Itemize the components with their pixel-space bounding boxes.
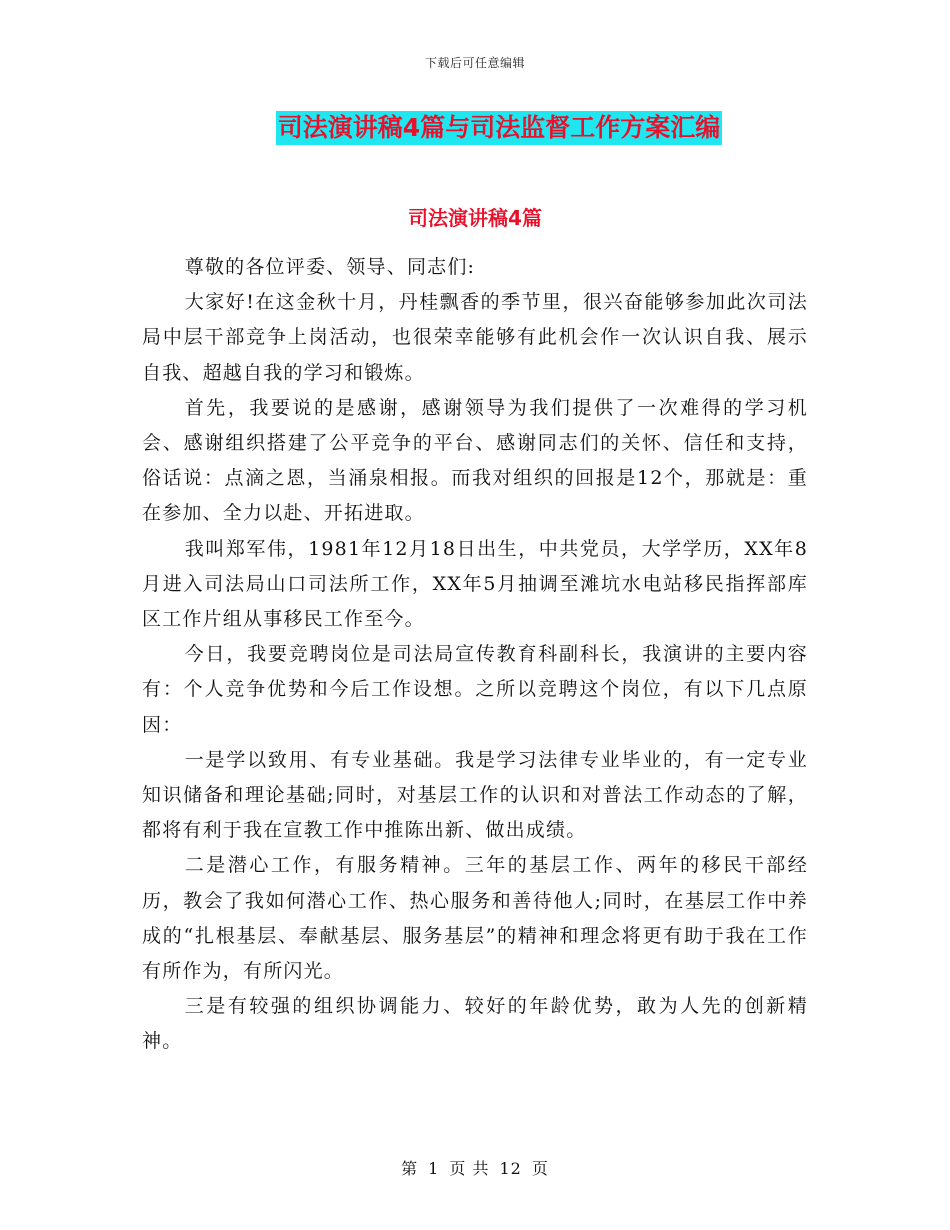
header-note: 下载后可任意编辑: [424, 56, 525, 70]
paragraph-thanks: 首先，我要说的是感谢，感谢领导为我们提供了一次难得的学习机会、感谢组织搭建了公平竞争的平台、感谢同志们的关怀、信任和支持，俗话说：点滴之恩，当涌泉相报。而我对组织的回报是12个，那就是：重在参加、全力以赴、开拓进取。: [142, 396, 808, 525]
body-text: [142, 250, 808, 1060]
section-title: 司法演讲稿4篇: [408, 206, 542, 230]
footer-suffix: 页: [531, 1159, 549, 1178]
paragraph-salutation: 尊敬的各位评委、领导、同志们:: [184, 256, 476, 278]
paragraph-reason-three: 三是有较强的组织协调能力、较好的年龄优势，敢为人先的创新精神。: [142, 995, 808, 1053]
page-number: 1: [428, 1159, 440, 1178]
main-title: 司法演讲稿4篇与司法监督工作方案汇编: [276, 111, 722, 145]
paragraph-position: 今日，我要竞聘岗位是司法局宣传教育科副科长，我演讲的主要内容有：个人竞争优势和今后工作设想。之所以竞聘这个岗位，有以下几点原因：: [142, 643, 808, 736]
main-title-container: [0, 111, 950, 145]
paragraph-reason-one: 一是学以致用、有专业基础。我是学习法律专业毕业的，有一定专业知识储备和理论基础;同时，对基层工作的认识和对普法工作动态的了解，都将有利于我在宣教工作中推陈出新、做出成绩。: [142, 748, 808, 842]
paragraph-introduction: 我叫郑军伟，1981年12月18日出生，中共党员，大学学历，XX年8月进入司法局山口司法所工作，XX年5月抽调至滩坑水电站移民指挥部库区工作片组从事移民工作至今。: [142, 537, 808, 631]
page-footer: [0, 1156, 950, 1179]
page-total: 12: [499, 1159, 522, 1178]
footer-prefix: 第: [401, 1159, 419, 1178]
paragraph-reason-two: 二是潜心工作，有服务精神。三年的基层工作、两年的移民干部经历，教会了我如何潜心工作、热心服务和善待他人;同时，在基层工作中养成的“扎根基层、奉献基层、服务基层”的精神和理念将更有助于我在工作有所作为，有所闪光。: [142, 854, 808, 983]
paragraph-greeting: 大家好!在这金秋十月，丹桂飘香的季节里，很兴奋能够参加此次司法局中层干部竞争上岗活动，也很荣幸能够有此机会作一次认识自我、展示自我、超越自我的学习和锻炼。: [142, 291, 808, 384]
footer-middle: 页 共: [449, 1159, 490, 1178]
